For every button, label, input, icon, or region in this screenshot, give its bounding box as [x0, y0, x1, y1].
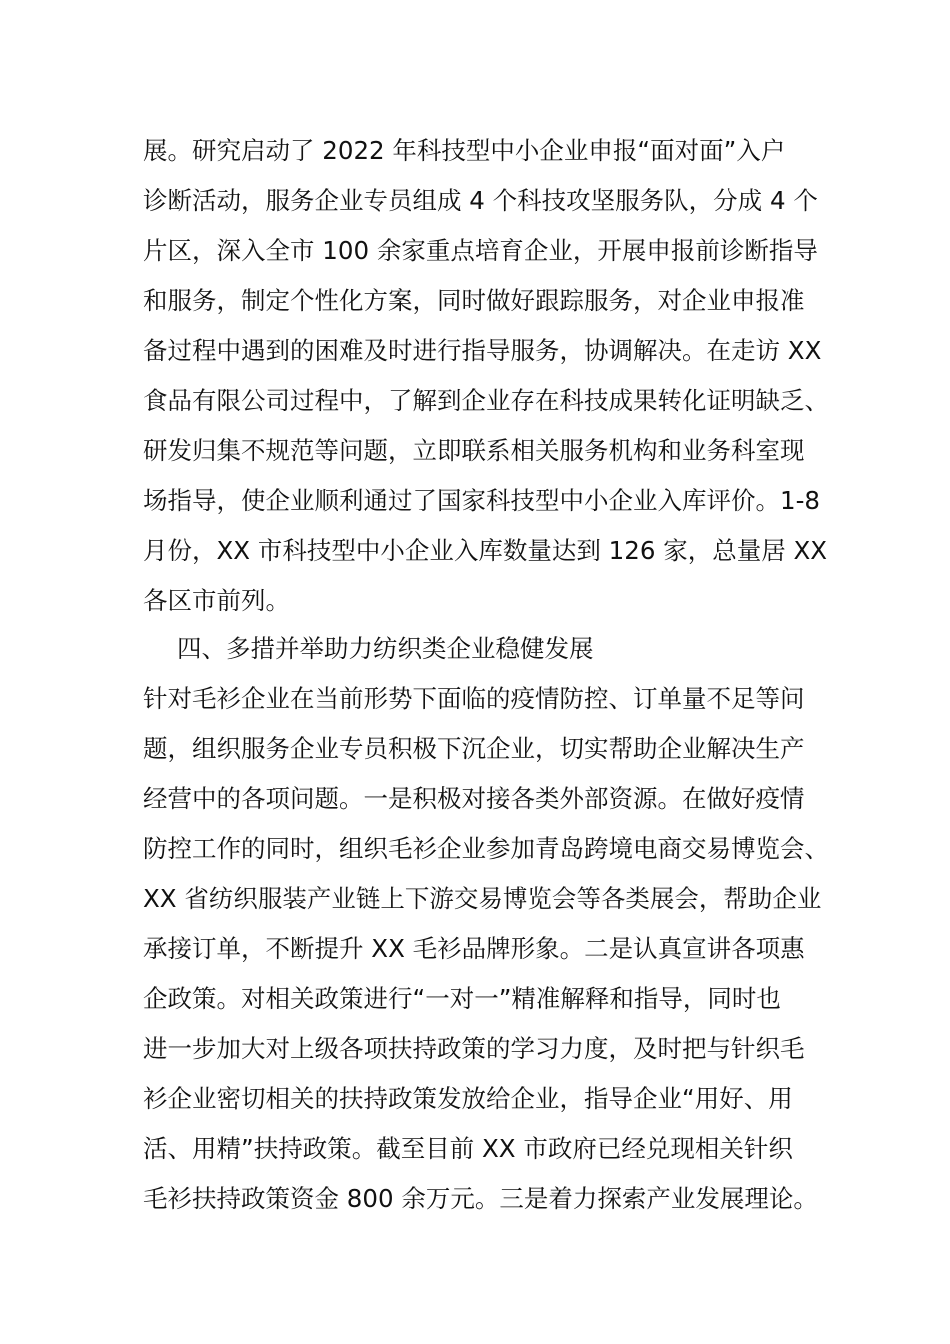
paragraph-line: 针对毛衫企业在当前形势下面临的疫情防控、订单量不足等问	[143, 684, 805, 713]
paragraph-line: 毛衫扶持政策资金 800 余万元。三是着力探索产业发展理论。	[143, 1184, 818, 1213]
paragraph-line: 企政策。对相关政策进行“一对一”精准解释和指导，同时也	[143, 984, 781, 1013]
paragraph-line: 诊断活动，服务企业专员组成 4 个科技攻坚服务队，分成 4 个	[143, 186, 818, 215]
paragraph-line: 场指导，使企业顺利通过了国家科技型中小企业入库评价。1-8	[143, 486, 821, 515]
paragraph-line: 题，组织服务企业专员积极下沉企业，切实帮助企业解决生产	[143, 734, 805, 763]
paragraph-line: 衫企业密切相关的扶持政策发放给企业，指导企业“用好、用	[143, 1084, 793, 1113]
section-heading: 四、多措并举助力纺织类企业稳健发展	[177, 634, 594, 663]
paragraph-line: 展。研究启动了 2022 年科技型中小企业申报“面对面”入户	[143, 136, 786, 165]
paragraph-line: 和服务，制定个性化方案，同时做好跟踪服务，对企业申报准	[143, 286, 805, 315]
paragraph-line: 食品有限公司过程中，了解到企业存在科技成果转化证明缺乏、	[143, 386, 829, 415]
paragraph-line: XX 省纺织服装产业链上下游交易博览会等各类展会，帮助企业	[143, 884, 822, 913]
paragraph-line: 经营中的各项问题。一是积极对接各类外部资源。在做好疫情	[143, 784, 805, 813]
paragraph-line: 研发归集不规范等问题，立即联系相关服务机构和业务科室现	[143, 436, 805, 465]
paragraph-line: 片区，深入全市 100 余家重点培育企业，开展申报前诊断指导	[143, 236, 818, 265]
paragraph-line: 备过程中遇到的困难及时进行指导服务，协调解决。在走访 XX	[143, 336, 822, 365]
paragraph-line: 承接订单，不断提升 XX 毛衫品牌形象。二是认真宣讲各项惠	[143, 934, 805, 963]
paragraph-line: 各区市前列。	[143, 586, 290, 615]
paragraph-line: 月份，XX 市科技型中小企业入库数量达到 126 家，总量居 XX	[143, 536, 828, 565]
paragraph-line: 进一步加大对上级各项扶持政策的学习力度，及时把与针织毛	[143, 1034, 805, 1063]
paragraph-line: 活、用精”扶持政策。截至目前 XX 市政府已经兑现相关针织	[143, 1134, 793, 1163]
paragraph-line: 防控工作的同时，组织毛衫企业参加青岛跨境电商交易博览会、	[143, 834, 829, 863]
